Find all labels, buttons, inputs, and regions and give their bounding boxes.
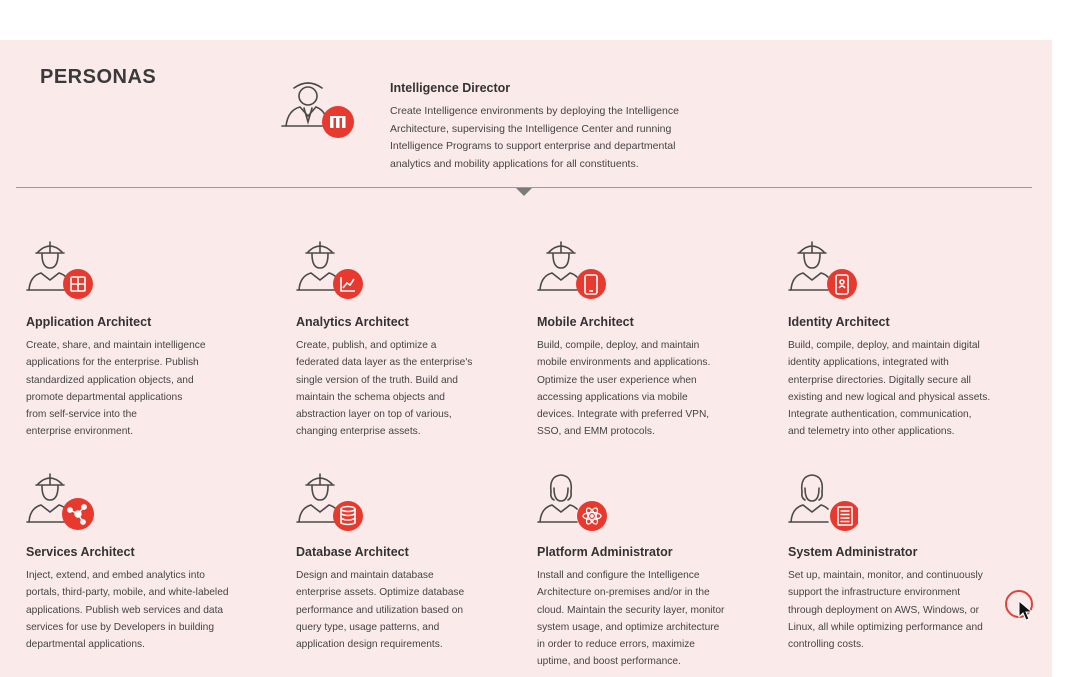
- persona-mobile-architect: [537, 238, 787, 438]
- persona-services-architect: [26, 470, 276, 651]
- persona-title: System Administrator: [788, 545, 918, 559]
- persona-description: Create, share, and maintain intelligence applications for the enterprise. Publish standardized application objects, and promote departmental applications from self-service into the enterprise environment.: [26, 340, 206, 438]
- atom-icon: [537, 470, 607, 532]
- persona-platform-administrator: [537, 470, 787, 668]
- persona-title: Mobile Architect: [537, 315, 634, 329]
- persona-application-architect: [26, 238, 276, 438]
- persona-identity-architect: [788, 238, 1038, 438]
- grid-app-icon: [26, 238, 96, 300]
- persona-system-administrator: [788, 470, 1038, 651]
- persona-analytics-architect: [296, 238, 546, 438]
- persona-title: Identity Architect: [788, 315, 890, 329]
- persona-description: Build, compile, deploy, and maintain digital identity applications, integrated with enterprise directories. Digitally secure all existing and new logical and physical assets. Integrate authentication, communication, and telemetry into other applications.: [788, 340, 991, 438]
- divider-arrow-icon: [516, 188, 532, 196]
- line-chart-icon: [296, 238, 366, 300]
- persona-description: Build, compile, deploy, and maintain mobile environments and applications. Optimize the user experience when accessing applications via mobile devices. Integrate with preferred VPN, SSO, and EMM protocols.: [537, 340, 711, 438]
- director-title: Intelligence Director: [390, 81, 511, 95]
- persona-description: Design and maintain database enterprise assets. Optimize database performance and utilization based on query type, usage patterns, and application design requirements.: [296, 570, 465, 651]
- director-icon: [278, 78, 358, 140]
- mouse-pointer-icon: [1018, 600, 1034, 622]
- persona-title: Platform Administrator: [537, 545, 673, 559]
- identity-badge-icon: [788, 238, 858, 300]
- persona-description: Install and configure the Intelligence Architecture on-premises and/or in the cloud. Maintain the security layer, monitor system usage, and optimize architecture in order to reduce errors, maximize uptime, and boost performance.: [537, 570, 725, 668]
- persona-title: Database Architect: [296, 545, 409, 559]
- persona-title: Application Architect: [26, 315, 152, 329]
- page-margin: [1052, 40, 1078, 677]
- persona-description: Create, publish, and optimize a federated data layer as the enterprise's single version of the truth. Build and maintain the schema objects and abstraction layer on top of various, changing enterprise assets.: [296, 340, 473, 438]
- persona-description: Set up, maintain, monitor, and continuously support the infrastructure environment through deployment on AWS, Windows, or Linux, all while optimizing performance and controlling costs.: [788, 570, 983, 651]
- director-description: Create Intelligence environments by deploying the Intelligence Architecture, supervising the Intelligence Center and running Intelligence Programs to support enterprise and departmental analytics and mobility applications for all constituents.: [390, 105, 679, 170]
- database-icon: [296, 470, 366, 532]
- network-nodes-icon: [26, 470, 96, 532]
- server-list-icon: [788, 470, 858, 532]
- persona-title: Services Architect: [26, 545, 135, 559]
- persona-database-architect: [296, 470, 546, 651]
- mobile-phone-icon: [537, 238, 607, 300]
- persona-title: Analytics Architect: [296, 315, 409, 329]
- persona-description: Inject, extend, and embed analytics into portals, third-party, mobile, and white-labeled applications. Publish web services and data services for use by Developers in building departmental applications.: [26, 570, 229, 651]
- page-title: PERSONAS: [40, 66, 157, 88]
